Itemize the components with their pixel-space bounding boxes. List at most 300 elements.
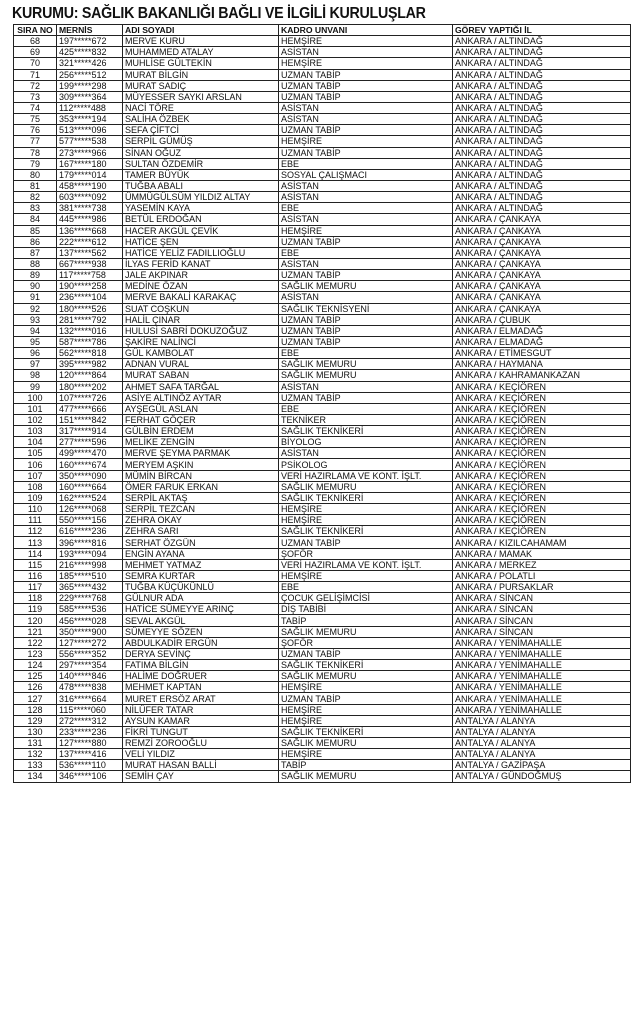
- kadro-unvani-cell: UZMAN TABİP: [279, 392, 453, 403]
- adi-soyadi-cell: MEDİNE ÖZAN: [123, 281, 279, 292]
- gorev-yaptigi-il-cell: ANKARA / SİNCAN: [453, 593, 631, 604]
- mernis-cell: 353*****194: [57, 114, 123, 125]
- adi-soyadi-cell: FERHAT GÖÇER: [123, 414, 279, 425]
- table-row: [14, 136, 631, 147]
- table-row: [14, 593, 631, 604]
- mernis-cell: 179*****014: [57, 169, 123, 180]
- adi-soyadi-cell: SİNAN OĞUZ: [123, 147, 279, 158]
- gorev-yaptigi-il-cell: ANKARA / ALTINDAĞ: [453, 147, 631, 158]
- mernis-cell: 550*****156: [57, 515, 123, 526]
- adi-soyadi-cell: SEMRA KURTAR: [123, 570, 279, 581]
- gorev-yaptigi-il-cell: ANKARA / ÇANKAYA: [453, 303, 631, 314]
- adi-soyadi-cell: ZEHRA OKAY: [123, 515, 279, 526]
- gorev-yaptigi-il-cell: ANKARA / ALTINDAĞ: [453, 114, 631, 125]
- kadro-unvani-cell: HEMŞİRE: [279, 749, 453, 760]
- kadro-unvani-cell: HEMŞİRE: [279, 58, 453, 69]
- adi-soyadi-cell: SÜMEYYE SÖZEN: [123, 626, 279, 637]
- adi-soyadi-cell: NİLÜFER TATAR: [123, 704, 279, 715]
- adi-soyadi-cell: HALİME DOĞRUER: [123, 671, 279, 682]
- sira-no-cell: 131: [14, 738, 57, 749]
- sira-no-cell: 130: [14, 726, 57, 737]
- mernis-cell: 587*****786: [57, 336, 123, 347]
- table-row: [14, 336, 631, 347]
- kadro-unvani-cell: UZMAN TABİP: [279, 314, 453, 325]
- sira-no-cell: 111: [14, 515, 57, 526]
- adi-soyadi-cell: SUAT COŞKUN: [123, 303, 279, 314]
- sira-no-cell: 105: [14, 448, 57, 459]
- table-row: [14, 582, 631, 593]
- sira-no-cell: 104: [14, 437, 57, 448]
- mernis-cell: 396*****816: [57, 537, 123, 548]
- adi-soyadi-cell: FATIMA BİLGİN: [123, 660, 279, 671]
- gorev-yaptigi-il-cell: ANKARA / ÇANKAYA: [453, 236, 631, 247]
- sira-no-cell: 112: [14, 526, 57, 537]
- kadro-unvani-cell: TABİP: [279, 760, 453, 771]
- table-row: [14, 426, 631, 437]
- sira-no-cell: 81: [14, 180, 57, 191]
- adi-soyadi-cell: ASİYE ALTINÖZ AYTAR: [123, 392, 279, 403]
- mernis-cell: 477*****666: [57, 403, 123, 414]
- kadro-unvani-cell: HEMŞİRE: [279, 504, 453, 515]
- gorev-yaptigi-il-cell: ANKARA / ÇANKAYA: [453, 270, 631, 281]
- sira-no-cell: 108: [14, 481, 57, 492]
- sira-no-cell: 98: [14, 370, 57, 381]
- mernis-cell: 162*****524: [57, 492, 123, 503]
- mernis-cell: 316*****664: [57, 693, 123, 704]
- kadro-unvani-cell: PSİKOLOG: [279, 459, 453, 470]
- adi-soyadi-cell: MEHMET YATMAZ: [123, 559, 279, 570]
- sira-no-cell: 120: [14, 615, 57, 626]
- kadro-unvani-cell: ASİSTAN: [279, 180, 453, 191]
- kadro-unvani-cell: EBE: [279, 158, 453, 169]
- gorev-yaptigi-il-cell: ANKARA / ALTINDAĞ: [453, 91, 631, 102]
- mernis-cell: 112*****488: [57, 102, 123, 113]
- gorev-yaptigi-il-cell: ANKARA / YENİMAHALLE: [453, 660, 631, 671]
- sira-no-cell: 129: [14, 715, 57, 726]
- sira-no-cell: 122: [14, 637, 57, 648]
- kadro-unvani-cell: UZMAN TABİP: [279, 336, 453, 347]
- gorev-yaptigi-il-cell: ANKARA / ALTINDAĞ: [453, 136, 631, 147]
- adi-soyadi-cell: MELİKE ZENGİN: [123, 437, 279, 448]
- kadro-unvani-cell: ASİSTAN: [279, 381, 453, 392]
- sira-no-cell: 77: [14, 136, 57, 147]
- kadro-unvani-cell: VERİ HAZIRLAMA VE KONT. İŞLT.: [279, 470, 453, 481]
- kadro-unvani-cell: ŞOFÖR: [279, 548, 453, 559]
- adi-soyadi-cell: SALİHA ÖZBEK: [123, 114, 279, 125]
- mernis-cell: 236*****104: [57, 292, 123, 303]
- column-header-kadro-unvani: KADRO UNVANI: [279, 25, 453, 36]
- table-row: [14, 292, 631, 303]
- column-header-mernis: MERNİS: [57, 25, 123, 36]
- gorev-yaptigi-il-cell: ANTALYA / ALANYA: [453, 726, 631, 737]
- mernis-cell: 107*****726: [57, 392, 123, 403]
- sira-no-cell: 110: [14, 504, 57, 515]
- kadro-unvani-cell: EBE: [279, 348, 453, 359]
- sira-no-cell: 69: [14, 47, 57, 58]
- mernis-cell: 185*****510: [57, 570, 123, 581]
- kadro-unvani-cell: SAĞLIK MEMURU: [279, 771, 453, 782]
- adi-soyadi-cell: MUHAMMED ATALAY: [123, 47, 279, 58]
- adi-soyadi-cell: SERHAT ÖZGÜN: [123, 537, 279, 548]
- gorev-yaptigi-il-cell: ANKARA / ALTINDAĞ: [453, 192, 631, 203]
- adi-soyadi-cell: NACİ TÖRE: [123, 102, 279, 113]
- table-row: [14, 214, 631, 225]
- table-row: [14, 470, 631, 481]
- gorev-yaptigi-il-cell: ANKARA / ALTINDAĞ: [453, 102, 631, 113]
- kadro-unvani-cell: EBE: [279, 247, 453, 258]
- kadro-unvani-cell: EBE: [279, 403, 453, 414]
- gorev-yaptigi-il-cell: ANKARA / ÇUBUK: [453, 314, 631, 325]
- table-row: [14, 570, 631, 581]
- mernis-cell: 478*****838: [57, 682, 123, 693]
- gorev-yaptigi-il-cell: ANKARA / ÇANKAYA: [453, 292, 631, 303]
- kadro-unvani-cell: TABİP: [279, 615, 453, 626]
- table-header-row: [14, 25, 631, 36]
- mernis-cell: 222*****612: [57, 236, 123, 247]
- sira-no-cell: 86: [14, 236, 57, 247]
- gorev-yaptigi-il-cell: ANKARA / SİNCAN: [453, 604, 631, 615]
- table-row: [14, 437, 631, 448]
- kadro-unvani-cell: SAĞLIK MEMURU: [279, 370, 453, 381]
- gorev-yaptigi-il-cell: ANTALYA / GÜNDOĞMUŞ: [453, 771, 631, 782]
- sira-no-cell: 99: [14, 381, 57, 392]
- adi-soyadi-cell: MURAT SADIÇ: [123, 80, 279, 91]
- mernis-cell: 216*****998: [57, 559, 123, 570]
- mernis-cell: 190*****258: [57, 281, 123, 292]
- adi-soyadi-cell: ZEHRA SARI: [123, 526, 279, 537]
- table-row: [14, 559, 631, 570]
- adi-soyadi-cell: MERYEM AŞKIN: [123, 459, 279, 470]
- kadro-unvani-cell: SAĞLIK MEMURU: [279, 626, 453, 637]
- kadro-unvani-cell: UZMAN TABİP: [279, 236, 453, 247]
- table-row: [14, 102, 631, 113]
- kadro-unvani-cell: SAĞLIK TEKNİKERİ: [279, 660, 453, 671]
- mernis-cell: 193*****094: [57, 548, 123, 559]
- gorev-yaptigi-il-cell: ANKARA / KEÇİÖREN: [453, 526, 631, 537]
- adi-soyadi-cell: TAMER BÜYÜK: [123, 169, 279, 180]
- gorev-yaptigi-il-cell: ANKARA / POLATLI: [453, 570, 631, 581]
- sira-no-cell: 82: [14, 192, 57, 203]
- kadro-unvani-cell: TEKNİKER: [279, 414, 453, 425]
- adi-soyadi-cell: SERPİL AKTAŞ: [123, 492, 279, 503]
- adi-soyadi-cell: YASEMİN KAYA: [123, 203, 279, 214]
- sira-no-cell: 116: [14, 570, 57, 581]
- table-row: [14, 314, 631, 325]
- table-body: [14, 36, 631, 782]
- adi-soyadi-cell: TUĞBA KÜÇÜKÜNLÜ: [123, 582, 279, 593]
- gorev-yaptigi-il-cell: ANKARA / KEÇİÖREN: [453, 392, 631, 403]
- sira-no-cell: 119: [14, 604, 57, 615]
- mernis-cell: 197*****672: [57, 36, 123, 47]
- sira-no-cell: 97: [14, 359, 57, 370]
- mernis-cell: 556*****352: [57, 648, 123, 659]
- gorev-yaptigi-il-cell: ANKARA / KEÇİÖREN: [453, 515, 631, 526]
- kadro-unvani-cell: HEMŞİRE: [279, 704, 453, 715]
- kadro-unvani-cell: SAĞLIK TEKNİKERİ: [279, 726, 453, 737]
- sira-no-cell: 107: [14, 470, 57, 481]
- gorev-yaptigi-il-cell: ANKARA / KEÇİÖREN: [453, 403, 631, 414]
- adi-soyadi-cell: ADNAN VURAL: [123, 359, 279, 370]
- mernis-cell: 127*****880: [57, 738, 123, 749]
- table-row: [14, 125, 631, 136]
- gorev-yaptigi-il-cell: ANKARA / YENİMAHALLE: [453, 704, 631, 715]
- sira-no-cell: 91: [14, 292, 57, 303]
- mernis-cell: 199*****298: [57, 80, 123, 91]
- sira-no-cell: 132: [14, 749, 57, 760]
- mernis-cell: 321*****426: [57, 58, 123, 69]
- table-row: [14, 180, 631, 191]
- mernis-cell: 281*****792: [57, 314, 123, 325]
- adi-soyadi-cell: AYŞEGÜL ASLAN: [123, 403, 279, 414]
- table-row: [14, 771, 631, 782]
- mernis-cell: 585*****536: [57, 604, 123, 615]
- gorev-yaptigi-il-cell: ANKARA / ALTINDAĞ: [453, 158, 631, 169]
- mernis-cell: 160*****674: [57, 459, 123, 470]
- adi-soyadi-cell: AHMET SAFA TARĞAL: [123, 381, 279, 392]
- adi-soyadi-cell: HATİCE ŞEN: [123, 236, 279, 247]
- kadro-unvani-cell: UZMAN TABİP: [279, 325, 453, 336]
- gorev-yaptigi-il-cell: ANKARA / MERKEZ: [453, 559, 631, 570]
- sira-no-cell: 80: [14, 169, 57, 180]
- adi-soyadi-cell: BETÜL ERDOĞAN: [123, 214, 279, 225]
- mernis-cell: 577*****538: [57, 136, 123, 147]
- mernis-cell: 137*****416: [57, 749, 123, 760]
- adi-soyadi-cell: REMZİ ZOROOĞLU: [123, 738, 279, 749]
- gorev-yaptigi-il-cell: ANTALYA / ALANYA: [453, 738, 631, 749]
- mernis-cell: 562*****818: [57, 348, 123, 359]
- adi-soyadi-cell: MURAT HASAN BALLİ: [123, 760, 279, 771]
- kadro-unvani-cell: HEMŞİRE: [279, 715, 453, 726]
- sira-no-cell: 89: [14, 270, 57, 281]
- table-row: [14, 348, 631, 359]
- adi-soyadi-cell: MERVE BAKALİ KARAKAÇ: [123, 292, 279, 303]
- mernis-cell: 365*****432: [57, 582, 123, 593]
- gorev-yaptigi-il-cell: ANKARA / KEÇİÖREN: [453, 504, 631, 515]
- mernis-cell: 180*****526: [57, 303, 123, 314]
- table-row: [14, 236, 631, 247]
- column-header-gorev-yaptigi-il: GÖREV YAPTIĞI İL: [453, 25, 631, 36]
- adi-soyadi-cell: MUHLİSE GÜLTEKİN: [123, 58, 279, 69]
- sira-no-cell: 126: [14, 682, 57, 693]
- mernis-cell: 445*****986: [57, 214, 123, 225]
- table-row: [14, 147, 631, 158]
- gorev-yaptigi-il-cell: ANKARA / ALTINDAĞ: [453, 69, 631, 80]
- sira-no-cell: 117: [14, 582, 57, 593]
- personnel-table: [13, 24, 631, 783]
- adi-soyadi-cell: FİKRİ TUNGUT: [123, 726, 279, 737]
- table-row: [14, 448, 631, 459]
- table-row: [14, 626, 631, 637]
- table-row: [14, 36, 631, 47]
- adi-soyadi-cell: AYSUN KAMAR: [123, 715, 279, 726]
- table-row: [14, 47, 631, 58]
- sira-no-cell: 109: [14, 492, 57, 503]
- mernis-cell: 132*****016: [57, 325, 123, 336]
- table-row: [14, 270, 631, 281]
- adi-soyadi-cell: GÜL KAMBOLAT: [123, 348, 279, 359]
- adi-soyadi-cell: MÜYESSER SAYKI ARSLAN: [123, 91, 279, 102]
- mernis-cell: 425*****832: [57, 47, 123, 58]
- sira-no-cell: 75: [14, 114, 57, 125]
- adi-soyadi-cell: GÜLBİN ERDEM: [123, 426, 279, 437]
- kadro-unvani-cell: ŞOFÖR: [279, 637, 453, 648]
- table-row: [14, 760, 631, 771]
- table-row: [14, 303, 631, 314]
- gorev-yaptigi-il-cell: ANKARA / KEÇİÖREN: [453, 437, 631, 448]
- sira-no-cell: 103: [14, 426, 57, 437]
- adi-soyadi-cell: MURAT SABAN: [123, 370, 279, 381]
- sira-no-cell: 79: [14, 158, 57, 169]
- table-row: [14, 492, 631, 503]
- table-row: [14, 91, 631, 102]
- kadro-unvani-cell: ASİSTAN: [279, 258, 453, 269]
- gorev-yaptigi-il-cell: ANKARA / KEÇİÖREN: [453, 459, 631, 470]
- kadro-unvani-cell: HEMŞİRE: [279, 515, 453, 526]
- sira-no-cell: 133: [14, 760, 57, 771]
- table-row: [14, 682, 631, 693]
- table-row: [14, 203, 631, 214]
- mernis-cell: 499*****470: [57, 448, 123, 459]
- kadro-unvani-cell: ASİSTAN: [279, 192, 453, 203]
- table-row: [14, 693, 631, 704]
- table-row: [14, 158, 631, 169]
- gorev-yaptigi-il-cell: ANKARA / YENİMAHALLE: [453, 682, 631, 693]
- kadro-unvani-cell: UZMAN TABİP: [279, 91, 453, 102]
- sira-no-cell: 123: [14, 648, 57, 659]
- gorev-yaptigi-il-cell: ANTALYA / GAZİPAŞA: [453, 760, 631, 771]
- kadro-unvani-cell: SAĞLIK MEMURU: [279, 281, 453, 292]
- kadro-unvani-cell: SAĞLIK TEKNİKERİ: [279, 426, 453, 437]
- gorev-yaptigi-il-cell: ANKARA / KEÇİÖREN: [453, 448, 631, 459]
- mernis-cell: 317*****914: [57, 426, 123, 437]
- gorev-yaptigi-il-cell: ANKARA / KEÇİÖREN: [453, 381, 631, 392]
- table-row: [14, 325, 631, 336]
- kadro-unvani-cell: UZMAN TABİP: [279, 648, 453, 659]
- column-header-sira-no: SIRA NO: [14, 25, 57, 36]
- mernis-cell: 277*****596: [57, 437, 123, 448]
- sira-no-cell: 73: [14, 91, 57, 102]
- gorev-yaptigi-il-cell: ANKARA / ALTINDAĞ: [453, 180, 631, 191]
- table-row: [14, 281, 631, 292]
- mernis-cell: 381*****738: [57, 203, 123, 214]
- sira-no-cell: 128: [14, 704, 57, 715]
- mernis-cell: 458*****190: [57, 180, 123, 191]
- adi-soyadi-cell: HACER AKGÜL ÇEVİK: [123, 225, 279, 236]
- gorev-yaptigi-il-cell: ANKARA / ALTINDAĞ: [453, 36, 631, 47]
- gorev-yaptigi-il-cell: ANKARA / KIZILCAHAMAM: [453, 537, 631, 548]
- sira-no-cell: 125: [14, 671, 57, 682]
- table-row: [14, 738, 631, 749]
- mernis-cell: 233*****236: [57, 726, 123, 737]
- adi-soyadi-cell: İLYAS FERİD KANAT: [123, 258, 279, 269]
- sira-no-cell: 94: [14, 325, 57, 336]
- gorev-yaptigi-il-cell: ANKARA / HAYMANA: [453, 359, 631, 370]
- table-row: [14, 526, 631, 537]
- mernis-cell: 603*****092: [57, 192, 123, 203]
- sira-no-cell: 100: [14, 392, 57, 403]
- gorev-yaptigi-il-cell: ANKARA / PURSAKLAR: [453, 582, 631, 593]
- sira-no-cell: 83: [14, 203, 57, 214]
- sira-no-cell: 92: [14, 303, 57, 314]
- gorev-yaptigi-il-cell: ANKARA / ELMADAĞ: [453, 325, 631, 336]
- adi-soyadi-cell: JALE AKPINAR: [123, 270, 279, 281]
- gorev-yaptigi-il-cell: ANKARA / ÇANKAYA: [453, 258, 631, 269]
- gorev-yaptigi-il-cell: ANKARA / ALTINDAĞ: [453, 80, 631, 91]
- gorev-yaptigi-il-cell: ANKARA / ALTINDAĞ: [453, 47, 631, 58]
- table-row: [14, 504, 631, 515]
- sira-no-cell: 78: [14, 147, 57, 158]
- mernis-cell: 127*****272: [57, 637, 123, 648]
- table-row: [14, 370, 631, 381]
- mernis-cell: 140*****846: [57, 671, 123, 682]
- gorev-yaptigi-il-cell: ANKARA / ALTINDAĞ: [453, 58, 631, 69]
- table-row: [14, 615, 631, 626]
- document-title: KURUMU: SAĞLIK BAKANLIĞI BAĞLI VE İLGİLİ KURULUŞLAR: [12, 5, 426, 22]
- table-row: [14, 660, 631, 671]
- adi-soyadi-cell: ŞAKİRE NALİNCİ: [123, 336, 279, 347]
- kadro-unvani-cell: SAĞLIK MEMURU: [279, 481, 453, 492]
- kadro-unvani-cell: SAĞLIK TEKNİKERİ: [279, 526, 453, 537]
- kadro-unvani-cell: BİYOLOG: [279, 437, 453, 448]
- table-row: [14, 515, 631, 526]
- gorev-yaptigi-il-cell: ANKARA / SİNCAN: [453, 626, 631, 637]
- adi-soyadi-cell: MEHMET KAPTAN: [123, 682, 279, 693]
- sira-no-cell: 124: [14, 660, 57, 671]
- mernis-cell: 126*****068: [57, 504, 123, 515]
- table-row: [14, 459, 631, 470]
- adi-soyadi-cell: MERVE KURU: [123, 36, 279, 47]
- gorev-yaptigi-il-cell: ANKARA / KAHRAMANKAZAN: [453, 370, 631, 381]
- adi-soyadi-cell: VELİ YILDIZ: [123, 749, 279, 760]
- table-row: [14, 58, 631, 69]
- sira-no-cell: 93: [14, 314, 57, 325]
- gorev-yaptigi-il-cell: ANKARA / ÇANKAYA: [453, 225, 631, 236]
- gorev-yaptigi-il-cell: ANKARA / ALTINDAĞ: [453, 169, 631, 180]
- mernis-cell: 115*****060: [57, 704, 123, 715]
- adi-soyadi-cell: MÜMİN BİRCAN: [123, 470, 279, 481]
- table-row: [14, 637, 631, 648]
- gorev-yaptigi-il-cell: ANKARA / KEÇİÖREN: [453, 481, 631, 492]
- mernis-cell: 137*****562: [57, 247, 123, 258]
- adi-soyadi-cell: ABDULKADİR ERGÜN: [123, 637, 279, 648]
- mernis-cell: 120*****864: [57, 370, 123, 381]
- gorev-yaptigi-il-cell: ANKARA / KEÇİÖREN: [453, 426, 631, 437]
- sira-no-cell: 113: [14, 537, 57, 548]
- sira-no-cell: 118: [14, 593, 57, 604]
- sira-no-cell: 121: [14, 626, 57, 637]
- adi-soyadi-cell: HATİCE YELİZ FADILLIOĞLU: [123, 247, 279, 258]
- table-row: [14, 726, 631, 737]
- mernis-cell: 229*****768: [57, 593, 123, 604]
- mernis-cell: 151*****842: [57, 414, 123, 425]
- mernis-cell: 350*****090: [57, 470, 123, 481]
- kadro-unvani-cell: ASİSTAN: [279, 292, 453, 303]
- table-row: [14, 359, 631, 370]
- gorev-yaptigi-il-cell: ANKARA / SİNCAN: [453, 615, 631, 626]
- sira-no-cell: 76: [14, 125, 57, 136]
- kadro-unvani-cell: UZMAN TABİP: [279, 125, 453, 136]
- kadro-unvani-cell: ASİSTAN: [279, 102, 453, 113]
- table-row: [14, 537, 631, 548]
- kadro-unvani-cell: SOSYAL ÇALIŞMACI: [279, 169, 453, 180]
- sira-no-cell: 70: [14, 58, 57, 69]
- gorev-yaptigi-il-cell: ANKARA / KEÇİÖREN: [453, 470, 631, 481]
- adi-soyadi-cell: TUĞBA ABALI: [123, 180, 279, 191]
- sira-no-cell: 95: [14, 336, 57, 347]
- sira-no-cell: 134: [14, 771, 57, 782]
- mernis-cell: 309*****364: [57, 91, 123, 102]
- table-row: [14, 192, 631, 203]
